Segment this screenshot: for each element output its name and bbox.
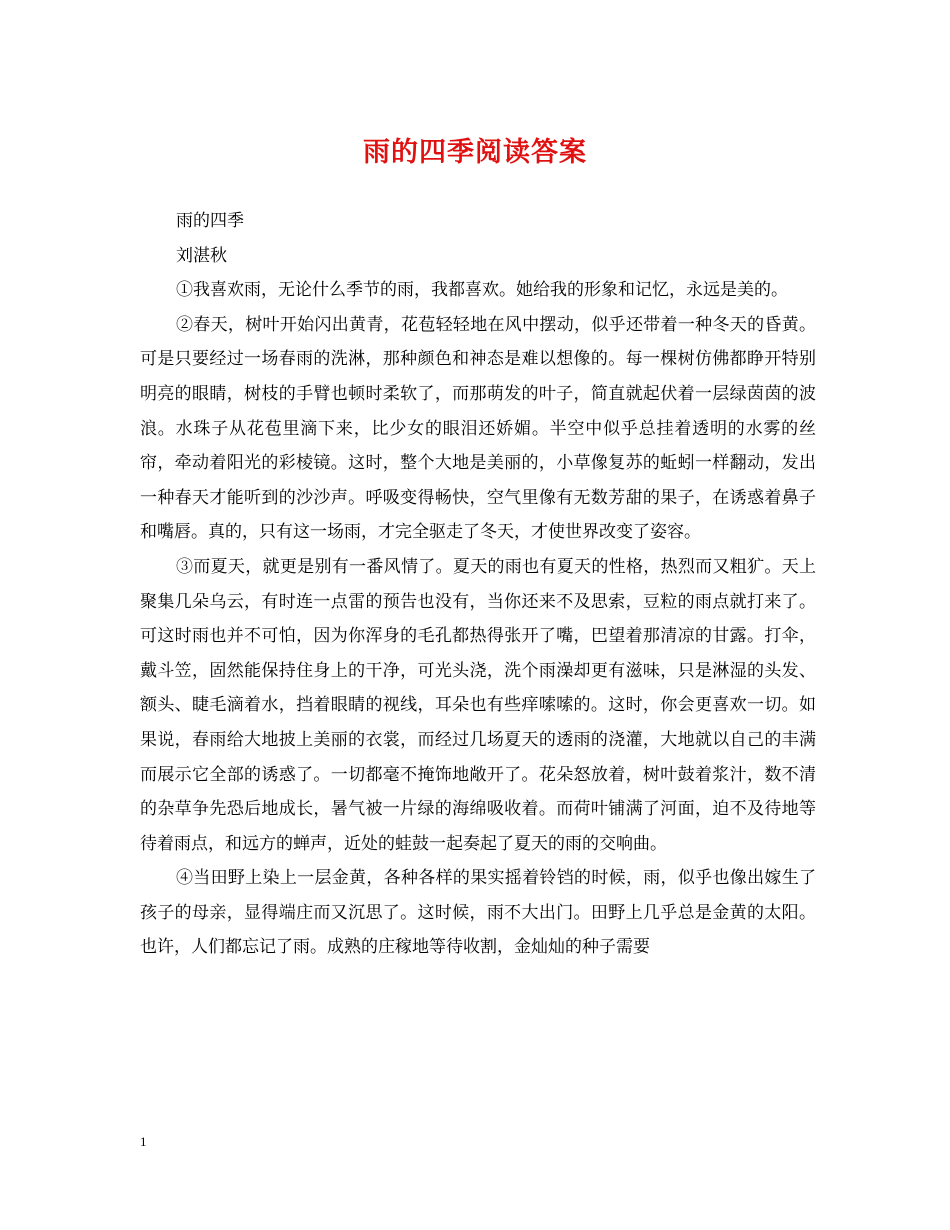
paragraph-2: ②春天，树叶开始闪出黄青，花苞轻轻地在风中摆动，似乎还带着一种冬天的昏黄。可是只要经过一场春雨的洗淋，那种颜色和神态是难以想像的。每一棵树仿佛都睁开特别明亮的眼睛，树枝的手臂也顿时柔软了，而那萌发的叶子，简直就起伏着一层绿茵茵的波浪。水珠子从花苞里滴下来，比少女的眼泪还娇媚。半空中似乎总挂着透明的水雾的丝帘，牵动着阳光的彩棱镜。这时，整个大地是美丽的，小草像复苏的蚯蚓一样翻动，发出一种春天才能听到的沙沙声。呼吸变得畅快，空气里像有无数芳甜的果子，在诱惑着鼻子和嘴唇。真的，只有这一场雨，才完全驱走了冬天，才使世界改变了姿容。 [140,314,816,543]
document-body [140,204,816,965]
paragraph-1: ①我喜欢雨，无论什么季节的雨，我都喜欢。她给我的形象和记忆，永远是美的。 [176,280,788,301]
document-title: 雨的四季阅读答案 [363,137,587,168]
article-heading: 雨的四季 [176,211,244,231]
paragraph-3: ③而夏天，就更是别有一番风情了。夏天的雨也有夏天的性格，热烈而又粗犷。天上聚集几朵乌云，有时连一点雷的预告也没有，当你还来不及思索，豆粒的雨点就打来了。可这时雨也并不可怕，因为你浑身的毛孔都热得张开了嘴，巴望着那清凉的甘露。打伞，戴斗笠，固然能保持住身上的干净，可光头浇，洗个雨澡却更有滋味，只是淋湿的头发、额头、睫毛滴着水，挡着眼睛的视线，耳朵也有些痒嗦嗦的。这时，你会更喜欢一切。如果说，春雨给大地披上美丽的衣裳，而经过几场夏天的透雨的浇灌，大地就以自己的丰满而展示它全部的诱惑了。一切都毫不掩饰地敞开了。花朵怒放着，树叶鼓着浆汁，数不清的杂草争先恐后地成长，暑气被一片绿的海绵吸收着。而荷叶铺满了河面，迫不及待地等待着雨点，和远方的蝉声，近处的蛙鼓一起奏起了夏天的雨的交响曲。 [140,556,816,854]
page-number: 1 [140,1134,147,1149]
paragraph-4: ④当田野上染上一层金黄，各种各样的果实摇着铃铛的时候，雨，似乎也像出嫁生了孩子的母亲，显得端庄而又沉思了。这时候，雨不大出门。田野上几乎总是金黄的太阳。也许，人们都忘记了雨。成熟的庄稼地等待收割，金灿灿的种子需要 [140,868,816,958]
article-author: 刘湛秋 [176,245,227,266]
